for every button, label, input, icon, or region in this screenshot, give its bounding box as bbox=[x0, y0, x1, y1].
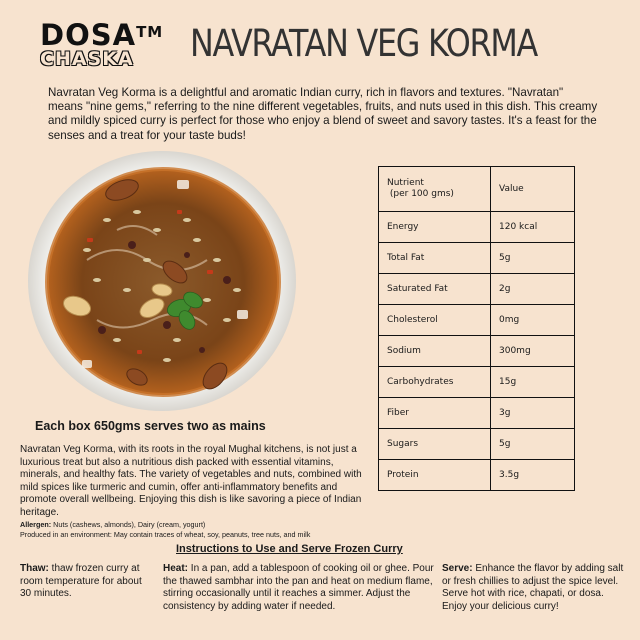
nutrient-value: 3g bbox=[491, 398, 575, 429]
table-row bbox=[379, 398, 575, 429]
nutrition-header-row bbox=[379, 167, 575, 212]
nutrient-name: Cholesterol bbox=[379, 305, 491, 336]
nutrient-name: Energy bbox=[379, 212, 491, 243]
nutrient-name: Saturated Fat bbox=[379, 274, 491, 305]
allergen-label: Allergen: bbox=[20, 520, 52, 529]
table-row bbox=[379, 243, 575, 274]
instructions-title: Instructions to Use and Serve Frozen Curry bbox=[176, 543, 403, 555]
brand-line2: CHASKA bbox=[40, 48, 134, 70]
intro-paragraph: Navratan Veg Korma is a delightful and aromatic Indian curry, rich in flavors and textures. "Navratan" means "nine gems," referring to the nine different vegetables, fruits, and nuts used in this dish. This creamy and mildly spiced curry is perfect for those who enjoy a blend of sweet and savory tastes. It's a feast for the senses and a treat for your taste buds! bbox=[48, 86, 598, 142]
nutrient-value: 0mg bbox=[491, 305, 575, 336]
nutrient-name: Sugars bbox=[379, 429, 491, 460]
nutrient-header: Nutrient (per 100 gms) bbox=[379, 167, 491, 212]
nutrient-name: Carbohydrates bbox=[379, 367, 491, 398]
description-paragraph: Navratan Veg Korma, with its roots in the royal Mughal kitchens, is not just a luxurious treat but also a nutritious dish packed with essential vitamins, minerals, and healthy fats. The variety of vegetables and nuts, combined with mild spices like turmeric and cumin, offer anti-inflammatory benefits and promote overall wellbeing. Enjoying this dish is like savoring a piece of Indian heritage. bbox=[20, 444, 362, 518]
table-row bbox=[379, 367, 575, 398]
trademark-mark: TM bbox=[136, 23, 164, 41]
table-row bbox=[379, 212, 575, 243]
nutrient-value: 3.5g bbox=[491, 460, 575, 491]
page-title: NAVRATAN VEG KORMA bbox=[190, 22, 538, 65]
serve-instruction: Serve: Enhance the flavor by adding salt or fresh chillies to adjust the spice level. Serve hot with rice, chapati, or dosa. Enjoy your delicious curry! bbox=[442, 563, 624, 612]
nutrient-value: 2g bbox=[491, 274, 575, 305]
nutrient-name: Fiber bbox=[379, 398, 491, 429]
value-header: Value bbox=[491, 167, 575, 212]
nutrient-value: 300mg bbox=[491, 336, 575, 367]
thaw-instruction: Thaw: thaw frozen curry at room temperature for about 30 minutes. bbox=[20, 563, 142, 599]
nutrition-table bbox=[378, 166, 575, 491]
nutrient-name: Sodium bbox=[379, 336, 491, 367]
nutrient-value: 5g bbox=[491, 243, 575, 274]
allergen-text: Nuts (cashews, almonds), Dairy (cream, yogurt) bbox=[51, 520, 206, 529]
korma-bowl-illustration bbox=[27, 150, 297, 412]
table-row bbox=[379, 305, 575, 336]
table-row bbox=[379, 429, 575, 460]
allergen-info bbox=[20, 520, 320, 539]
nutrient-name: Protein bbox=[379, 460, 491, 491]
korma-bowl-image bbox=[27, 150, 297, 412]
table-row bbox=[379, 460, 575, 491]
brand-logo bbox=[40, 20, 170, 68]
environment-note: Produced in an environment: May contain traces of wheat, soy, peanuts, tree nuts, and milk bbox=[20, 529, 311, 539]
table-row bbox=[379, 274, 575, 305]
nutrient-value: 5g bbox=[491, 429, 575, 460]
nutrient-name: Total Fat bbox=[379, 243, 491, 274]
heat-instruction: Heat: In a pan, add a tablespoon of cooking oil or ghee. Pour the thawed sambhar into the pan and heat on medium flame, stirring occasionally until it reaches a simmer. Adjust the consistency by adding water if needed. bbox=[163, 563, 434, 612]
table-row bbox=[379, 336, 575, 367]
nutrient-value: 15g bbox=[491, 367, 575, 398]
nutrient-value: 120 kcal bbox=[491, 212, 575, 243]
serving-size: Each box 650gms serves two as mains bbox=[35, 419, 266, 433]
brand-line1: DOSA bbox=[40, 18, 137, 52]
